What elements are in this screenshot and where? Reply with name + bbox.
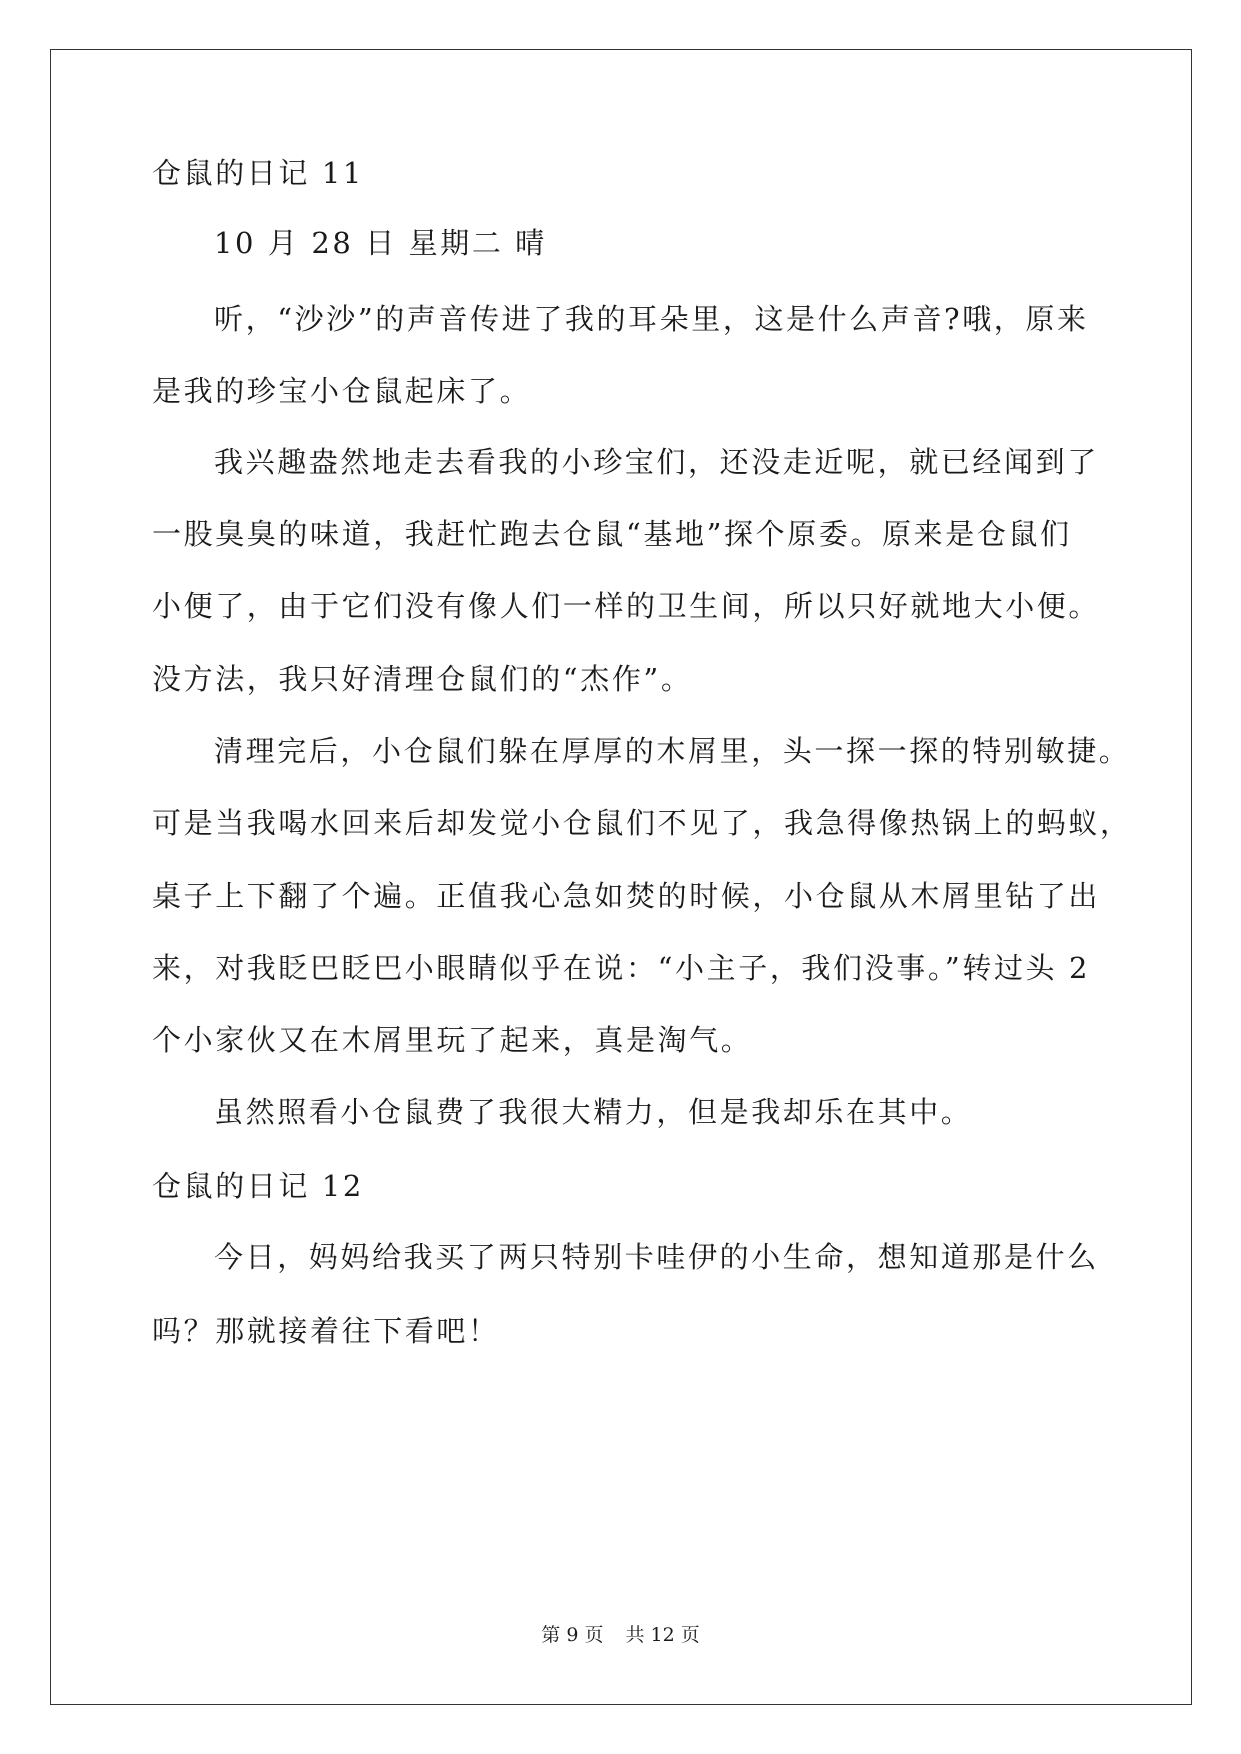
page-number: 第 9 页 bbox=[541, 1624, 604, 1646]
diary-date-line: 10 月 28 日 星期二 晴 bbox=[214, 226, 547, 260]
section-title-12: 仓鼠的日记 12 bbox=[152, 1169, 364, 1203]
paragraph-line: 一股臭臭的味道，我赶忙跑去仓鼠“基地”探个原委。原来是仓鼠们 bbox=[152, 517, 1072, 551]
paragraph-line: 是我的珍宝小仓鼠起床了。 bbox=[152, 374, 532, 408]
paragraph-line: 个小家伙又在木屑里玩了起来，真是淘气。 bbox=[152, 1023, 753, 1057]
paragraph-line: 今日，妈妈给我买了两只特别卡哇伊的小生命，想知道那是什么 bbox=[214, 1240, 1099, 1274]
paragraph-line: 清理完后，小仓鼠们躲在厚厚的木屑里，头一探一探的特别敏捷。 bbox=[214, 734, 1131, 768]
paragraph-line: 来，对我眨巴眨巴小眼睛似乎在说：“小主子，我们没事。”转过头 2 bbox=[152, 951, 1091, 985]
paragraph-line: 听，“沙沙”的声音传进了我的耳朵里，这是什么声音?哦，原来 bbox=[214, 302, 1089, 336]
paragraph-line: 可是当我喝水回来后却发觉小仓鼠们不见了，我急得像热锅上的蚂蚁， bbox=[152, 806, 1132, 840]
paragraph-line: 虽然照看小仓鼠费了我很大精力，但是我却乐在其中。 bbox=[214, 1095, 973, 1129]
paragraph-line: 吗？那就接着往下看吧！ bbox=[152, 1314, 500, 1348]
paragraph-line: 小便了，由于它们没有像人们一样的卫生间，所以只好就地大小便。 bbox=[152, 589, 1101, 623]
page-total: 共 12 页 bbox=[625, 1624, 700, 1646]
paragraph-line: 没方法，我只好清理仓鼠们的“杰作”。 bbox=[152, 662, 693, 696]
page-footer bbox=[0, 1620, 1241, 1647]
paragraph-line: 我兴趣盎然地走去看我的小珍宝们，还没走近呢，就已经闻到了 bbox=[214, 445, 1099, 479]
paragraph-line: 桌子上下翻了个遍。正值我心急如焚的时候，小仓鼠从木屑里钻了出 bbox=[152, 879, 1101, 913]
section-title-11: 仓鼠的日记 11 bbox=[152, 156, 364, 190]
